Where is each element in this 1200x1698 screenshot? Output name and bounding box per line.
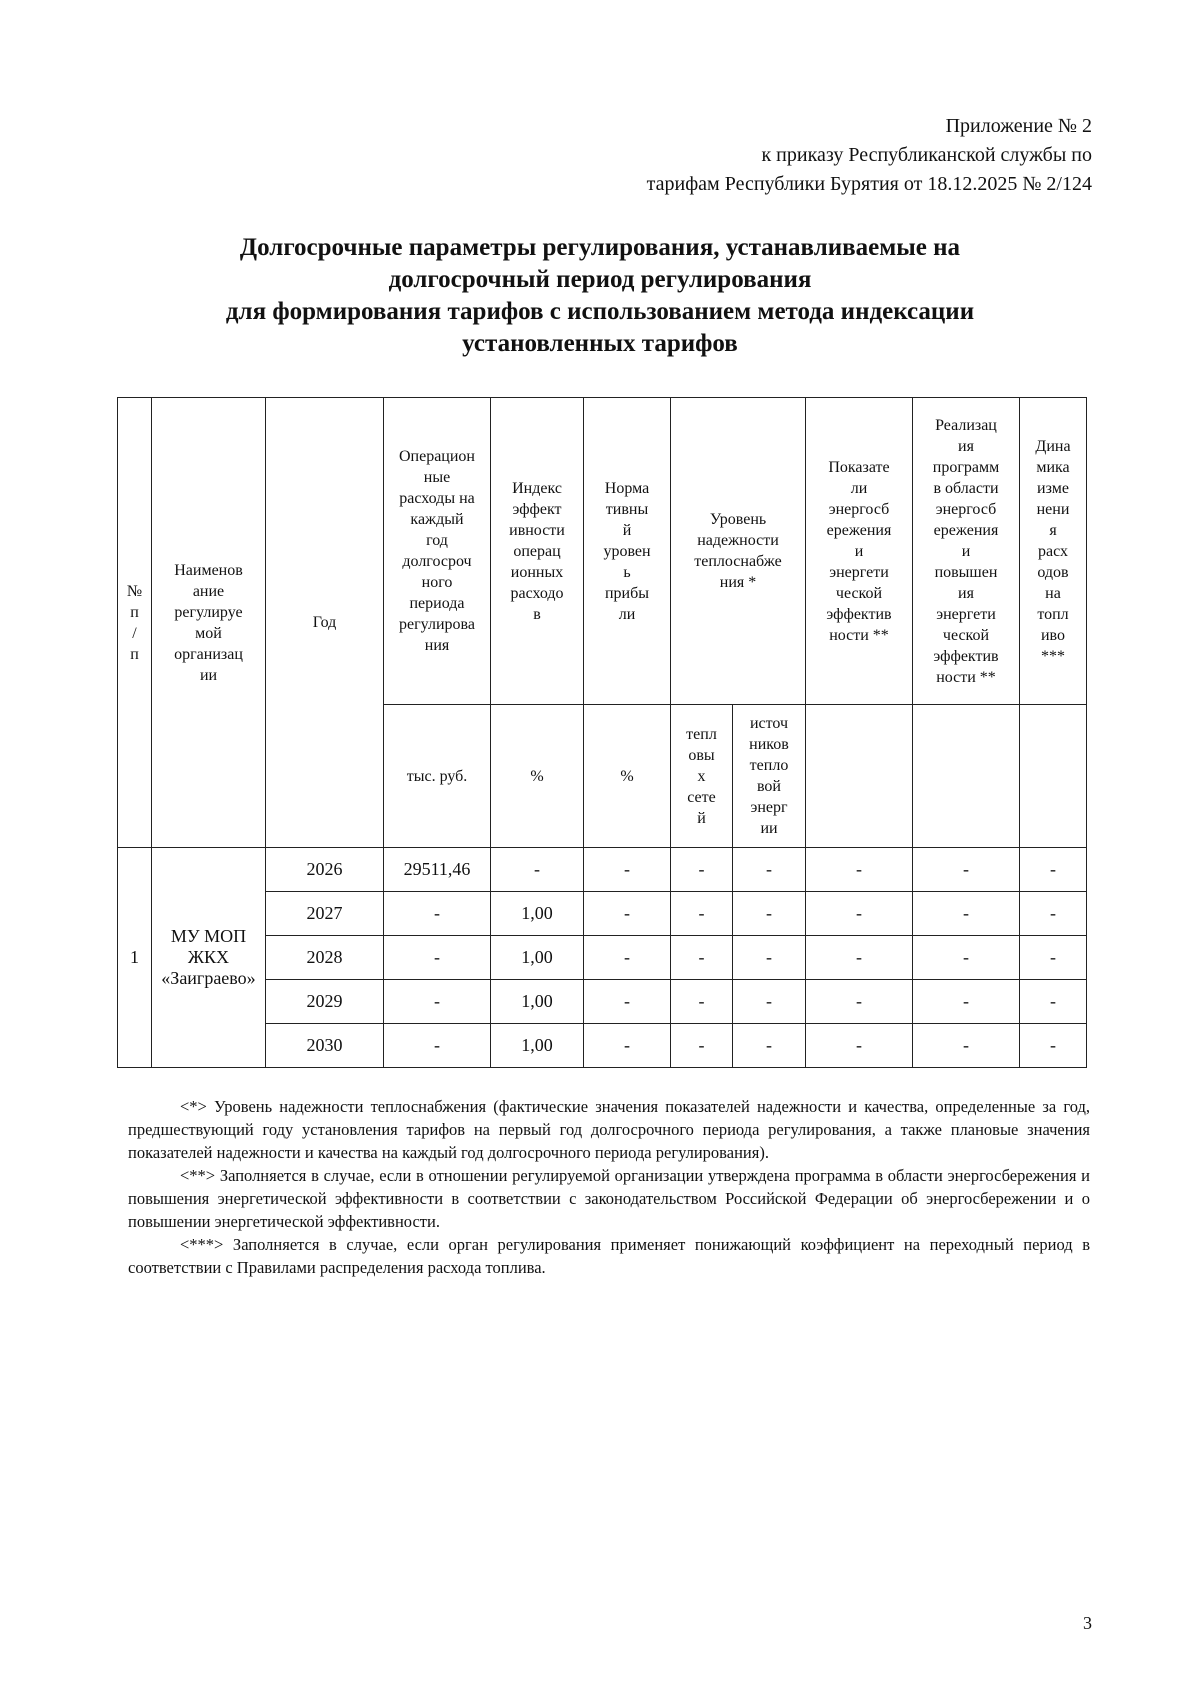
cell-line: ь — [623, 563, 631, 581]
header-num — [118, 398, 152, 848]
unit-energy-programs — [913, 705, 1020, 848]
unit-normative-profit: % — [584, 705, 671, 848]
cell-line: я — [1049, 521, 1057, 539]
cell-line: топл — [1037, 605, 1069, 623]
cell-line: регулируе — [174, 603, 243, 621]
cell-line: в — [533, 605, 541, 623]
cell-opex: - — [384, 980, 491, 1024]
cell-line: ережения — [933, 521, 999, 539]
cell-line: ережения — [826, 521, 892, 539]
cell-fuel: - — [1020, 980, 1087, 1024]
cell-line: ного — [421, 574, 453, 591]
cell-indicators: - — [806, 936, 913, 980]
cell-line: регулирова — [399, 616, 475, 633]
cell-line: ии — [760, 820, 778, 837]
cell-line: энергосб — [935, 500, 997, 518]
cell-sources: - — [733, 892, 806, 936]
parameters-table — [117, 397, 1087, 1068]
cell-profit: - — [584, 936, 671, 980]
cell-line: МУ МОП — [170, 926, 247, 946]
cell-programs: - — [913, 936, 1020, 980]
cell-indicators: - — [806, 848, 913, 892]
header-fuel-dynamics — [1020, 398, 1087, 705]
cell-line: й — [697, 809, 706, 827]
cell-line: Операцион — [398, 448, 475, 465]
cell-line: нени — [1036, 500, 1070, 518]
footnote-fuel: <***> Заполняется в случае, если орган регулирования применяет понижающий коэффициент на переходный период в соответствии с Правилами распределения расхода топлива. — [128, 1235, 1090, 1277]
title-line-1: Долгосрочные параметры регулирования, устанавливаемые на — [239, 234, 961, 261]
cell-line: тивны — [605, 500, 649, 518]
cell-networks: - — [671, 980, 733, 1024]
header-row — [118, 398, 1087, 705]
cell-line: мика — [1036, 458, 1070, 476]
cell-line: / — [132, 624, 137, 642]
cell-line: Показате — [828, 458, 890, 476]
cell-line: периода — [409, 595, 465, 612]
year-cell: 2026 — [266, 848, 384, 892]
cell-line: расх — [1038, 542, 1068, 560]
appendix-line-3: тарифам Республики Бурятия от 18.12.2025 № 2/124 — [646, 173, 1092, 195]
cell-line: прибы — [604, 584, 649, 602]
cell-indicators: - — [806, 1024, 913, 1068]
cell-line: год — [426, 532, 448, 549]
cell-line: № — [126, 582, 143, 600]
cell-line: ли — [850, 479, 868, 497]
cell-line: Наименов — [174, 561, 243, 579]
header-year — [266, 398, 384, 848]
page-number: 3 — [1083, 1613, 1092, 1633]
cell-index: 1,00 — [491, 980, 584, 1024]
cell-line: п — [130, 603, 139, 621]
cell-line: и — [961, 542, 971, 560]
cell-line: ание — [192, 582, 225, 600]
cell-line: энергети — [829, 563, 889, 581]
organization-name — [152, 848, 266, 1068]
title-line-2: долгосрочный период регулирования — [388, 266, 812, 293]
year-cell: 2029 — [266, 980, 384, 1024]
header-normative-profit — [584, 398, 671, 705]
footnote-reliability: <*> Уровень надежности теплоснабжения (фактические значения показателей надежности и качества, определенные за год, предшествующий году установления тарифов на первый год долгосрочного периода регулирования, а также плановые значения показателей надежности и качества на каждый год долгосрочного периода регулирования). — [128, 1097, 1090, 1162]
cell-line: одов — [1037, 563, 1069, 581]
cell-line: тепло — [749, 757, 789, 774]
subheader-heat-networks — [671, 705, 733, 848]
unit-opex: тыс. руб. — [384, 705, 491, 848]
year-cell: 2030 — [266, 1024, 384, 1068]
cell-line: Реализац — [935, 416, 997, 434]
cell-line: Год — [312, 614, 337, 631]
cell-line: ности ** — [936, 668, 996, 686]
appendix-line-2: к приказу Республиканской службы по — [761, 144, 1092, 166]
year-cell: 2027 — [266, 892, 384, 936]
cell-sources: - — [733, 980, 806, 1024]
header-energy-indicators — [806, 398, 913, 705]
cell-line: источ — [749, 715, 789, 732]
cell-networks: - — [671, 1024, 733, 1068]
cell-opex: 29511,46 — [384, 848, 491, 892]
cell-programs: - — [913, 980, 1020, 1024]
table-body — [118, 398, 1087, 1068]
cell-line: надежности — [697, 532, 779, 549]
cell-line: программ — [932, 458, 1000, 476]
cell-profit: - — [584, 980, 671, 1024]
cell-line: Уровень — [709, 511, 767, 528]
cell-indicators: - — [806, 980, 913, 1024]
cell-sources: - — [733, 936, 806, 980]
cell-line: п — [130, 645, 139, 663]
cell-line: уровен — [603, 542, 651, 560]
cell-line: й — [622, 521, 632, 539]
cell-indicators: - — [806, 892, 913, 936]
cell-line: Индекс — [512, 479, 562, 497]
year-cell: 2028 — [266, 936, 384, 980]
row-number: 1 — [118, 848, 152, 1068]
cell-line: эффектив — [933, 647, 999, 665]
header-energy-programs — [913, 398, 1020, 705]
cell-opex: - — [384, 892, 491, 936]
cell-line: повышен — [934, 563, 998, 581]
cell-profit: - — [584, 1024, 671, 1068]
document-title — [100, 232, 1100, 360]
cell-line: ЖКХ — [187, 947, 230, 967]
cell-networks: - — [671, 892, 733, 936]
appendix-reference — [647, 112, 1092, 199]
header-opex — [384, 398, 491, 705]
cell-line: ия — [958, 437, 974, 455]
title-line-4: установленных тарифов — [462, 330, 738, 357]
cell-line: изме — [1037, 479, 1069, 497]
cell-line: вой — [756, 778, 781, 795]
header-reliability — [671, 398, 806, 705]
cell-index: 1,00 — [491, 936, 584, 980]
cell-line: ли — [618, 605, 636, 623]
footnotes — [128, 1095, 1090, 1279]
cell-programs: - — [913, 1024, 1020, 1068]
footnote-energy-saving: <**> Заполняется в случае, если в отношении регулируемой организации утверждена программа в области энергосбережения и повышения энергетической эффективности в соответствии с законодательством Российской Федерации об энергосбережении и о повышении энергетической эффективности. — [128, 1166, 1090, 1231]
cell-programs: - — [913, 848, 1020, 892]
cell-line: овы — [688, 746, 715, 764]
table-row — [118, 848, 1087, 892]
cell-line: на — [1045, 584, 1061, 602]
cell-index: - — [491, 848, 584, 892]
cell-line: энергосб — [828, 500, 890, 518]
cell-line: *** — [1041, 647, 1065, 665]
cell-line: ния — [424, 637, 450, 654]
cell-line: и — [854, 542, 864, 560]
cell-line: энерг — [750, 799, 788, 816]
cell-sources: - — [733, 848, 806, 892]
cell-line: эффект — [512, 500, 562, 518]
cell-profit: - — [584, 892, 671, 936]
cell-line: ивности — [509, 521, 565, 539]
cell-fuel: - — [1020, 1024, 1087, 1068]
cell-line: ные — [423, 469, 451, 486]
unit-efficiency-index: % — [491, 705, 584, 848]
cell-line: ников — [749, 736, 789, 753]
cell-line: Дина — [1035, 437, 1071, 455]
cell-fuel: - — [1020, 936, 1087, 980]
subheader-heat-sources — [733, 705, 806, 848]
cell-line: эффектив — [826, 605, 892, 623]
cell-line: ческой — [835, 584, 883, 602]
cell-line: сете — [687, 788, 716, 806]
cell-line: ионных — [510, 563, 564, 581]
cell-line: каждый — [410, 511, 464, 528]
header-efficiency-index — [491, 398, 584, 705]
cell-opex: - — [384, 936, 491, 980]
cell-line: ности ** — [829, 626, 889, 644]
cell-line: долгосроч — [402, 553, 472, 570]
cell-line: тепл — [686, 725, 717, 743]
cell-line: теплоснабже — [694, 553, 782, 570]
cell-index: 1,00 — [491, 1024, 584, 1068]
cell-line: ии — [199, 666, 218, 684]
cell-sources: - — [733, 1024, 806, 1068]
cell-line: в области — [933, 479, 999, 497]
cell-networks: - — [671, 848, 733, 892]
cell-line: организац — [174, 645, 243, 663]
cell-line: иво — [1040, 626, 1065, 644]
cell-fuel: - — [1020, 848, 1087, 892]
cell-line: расходо — [510, 584, 564, 602]
title-line-3: для формирования тарифов с использованием метода индексации — [225, 298, 975, 325]
cell-line: расходы на — [399, 490, 475, 507]
cell-line: Норма — [604, 479, 650, 497]
cell-profit: - — [584, 848, 671, 892]
appendix-line-1: Приложение № 2 — [945, 115, 1092, 137]
cell-line: х — [697, 767, 706, 785]
cell-networks: - — [671, 936, 733, 980]
cell-index: 1,00 — [491, 892, 584, 936]
cell-line: энергети — [936, 605, 996, 623]
unit-fuel-dynamics — [1020, 705, 1087, 848]
cell-line: «Заиграево» — [161, 968, 256, 988]
cell-line: операц — [513, 542, 561, 560]
cell-fuel: - — [1020, 892, 1087, 936]
header-org-name — [152, 398, 266, 848]
cell-programs: - — [913, 892, 1020, 936]
cell-opex: - — [384, 1024, 491, 1068]
unit-energy-indicators — [806, 705, 913, 848]
cell-line: мой — [195, 624, 222, 642]
cell-line: ческой — [942, 626, 990, 644]
cell-line: ния * — [719, 574, 757, 591]
cell-line: ия — [958, 584, 974, 602]
